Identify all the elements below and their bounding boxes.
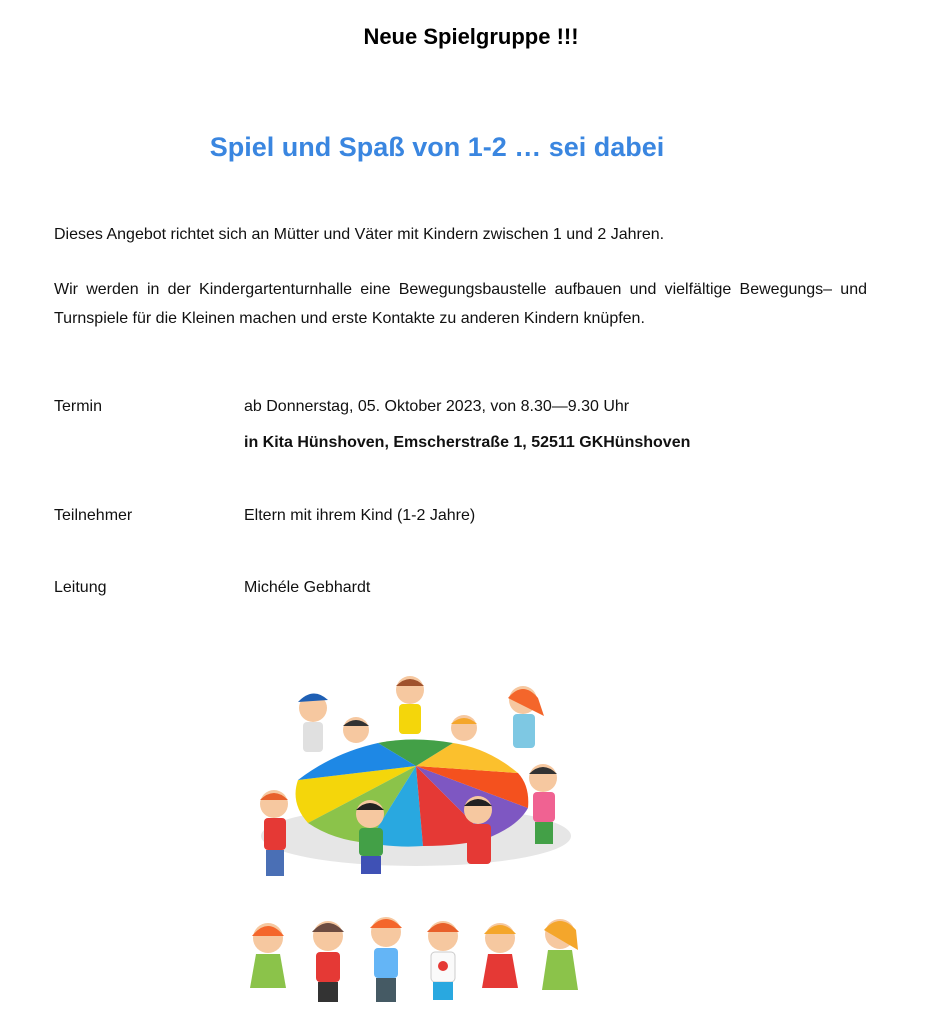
child-figure-icon: [508, 686, 544, 748]
teilnehmer-label: Teilnehmer: [54, 507, 133, 524]
child-figure-icon: [343, 717, 369, 743]
child-figure-icon: [482, 923, 518, 988]
description-paragraph: Wir werden in der Kindergartenturnhalle eine Bewegungsbaustelle aufbauen und vielfältige Bewegungs– und Turnspiele für die Kleinen machen und erste Kontakte zu anderen Kindern knüpfen.: [54, 281, 867, 327]
termin-value: ab Donnerstag, 05. Oktober 2023, von 8.30—9.30 Uhr: [244, 398, 630, 415]
child-figure-icon: [260, 790, 288, 876]
intro-paragraph: Dieses Angebot richtet sich an Mütter und Väter mit Kindern zwischen 1 und 2 Jahren.: [54, 226, 665, 243]
child-figure-icon: [451, 715, 477, 741]
child-figure-icon: [298, 693, 328, 752]
child-figure-icon: [464, 796, 492, 864]
termin-label: Termin: [54, 398, 103, 415]
location-value: in Kita Hünshoven, Emscherstraße 1, 52511 GKHünshoven: [244, 434, 691, 451]
child-figure-icon: [396, 676, 424, 734]
page-title: Neue Spielgruppe !!!: [363, 24, 579, 49]
leitung-value: Michéle Gebhardt: [244, 579, 371, 596]
child-figure-icon: [427, 921, 459, 1000]
child-figure-icon: [312, 921, 344, 1002]
children-play-parachute-illustration: [238, 668, 598, 1020]
page-subtitle: Spiel und Spaß von 1-2 … sei dabei: [209, 132, 665, 162]
teilnehmer-value: Eltern mit ihrem Kind (1-2 Jahre): [244, 507, 476, 524]
leitung-label: Leitung: [54, 579, 107, 596]
child-figure-icon: [370, 917, 402, 1002]
parachute-icon: [296, 740, 529, 847]
child-figure-icon: [542, 919, 578, 990]
child-figure-icon: [250, 923, 286, 988]
